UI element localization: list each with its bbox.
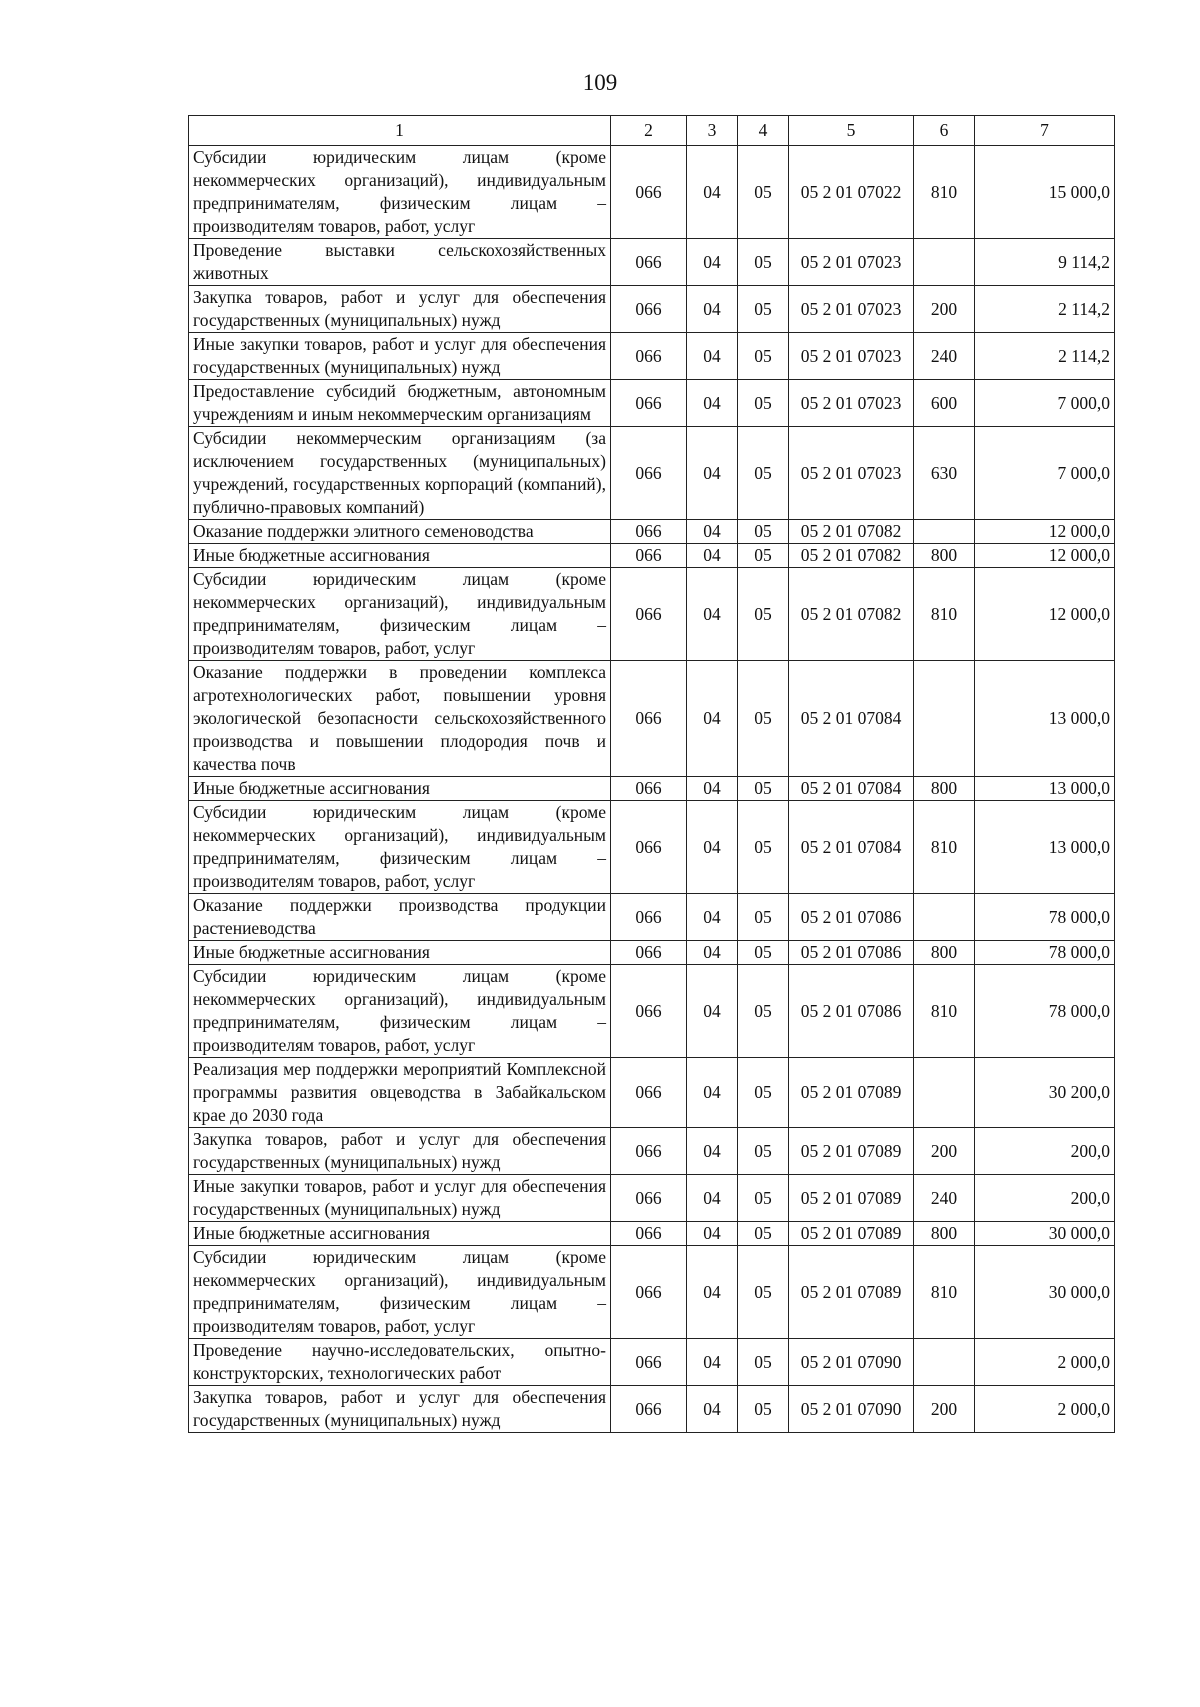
row-section-code: 04 [687, 661, 738, 777]
row-ministry-code: 066 [611, 801, 687, 894]
row-description: Реализация мер поддержки мероприятий Комплексной программы развития овцеводства в Забайкальском крае до 2030 года [189, 1058, 611, 1128]
row-subsection-code: 05 [738, 965, 789, 1058]
row-expense-type-code: 240 [914, 1175, 975, 1222]
row-amount: 200,0 [975, 1128, 1115, 1175]
table-header-row [189, 116, 1115, 146]
row-target-article-code: 05 2 01 07082 [789, 568, 914, 661]
row-subsection-code: 05 [738, 239, 789, 286]
row-expense-type-code: 240 [914, 333, 975, 380]
row-subsection-code: 05 [738, 380, 789, 427]
row-subsection-code: 05 [738, 777, 789, 801]
table-row [189, 286, 1115, 333]
row-expense-type-code: 810 [914, 568, 975, 661]
row-expense-type-code: 200 [914, 1128, 975, 1175]
row-target-article-code: 05 2 01 07084 [789, 801, 914, 894]
row-amount: 13 000,0 [975, 777, 1115, 801]
page-number: 109 [582, 70, 618, 95]
row-target-article-code: 05 2 01 07089 [789, 1128, 914, 1175]
row-section-code: 04 [687, 286, 738, 333]
row-expense-type-code: 800 [914, 544, 975, 568]
row-amount: 12 000,0 [975, 520, 1115, 544]
row-subsection-code: 05 [738, 1128, 789, 1175]
row-expense-type-code [914, 520, 975, 544]
row-section-code: 04 [687, 427, 738, 520]
row-description: Субсидии юридическим лицам (кроме некоммерческих организаций), индивидуальным предпринимателям, физическим лицам – производителям товаров, работ, услуг [189, 568, 611, 661]
row-description: Субсидии юридическим лицам (кроме некоммерческих организаций), индивидуальным предпринимателям, физическим лицам – производителям товаров, работ, услуг [189, 146, 611, 239]
row-section-code: 04 [687, 965, 738, 1058]
row-expense-type-code: 810 [914, 146, 975, 239]
row-ministry-code: 066 [611, 965, 687, 1058]
row-ministry-code: 066 [611, 661, 687, 777]
row-section-code: 04 [687, 941, 738, 965]
row-section-code: 04 [687, 1175, 738, 1222]
row-amount: 2 114,2 [975, 286, 1115, 333]
row-amount: 78 000,0 [975, 965, 1115, 1058]
row-target-article-code: 05 2 01 07023 [789, 427, 914, 520]
row-description: Иные бюджетные ассигнования [189, 941, 611, 965]
row-subsection-code: 05 [738, 941, 789, 965]
row-description: Оказание поддержки элитного семеноводства [189, 520, 611, 544]
row-subsection-code: 05 [738, 1222, 789, 1246]
row-amount: 2 000,0 [975, 1339, 1115, 1386]
row-section-code: 04 [687, 146, 738, 239]
row-description: Проведение выставки сельскохозяйственных животных [189, 239, 611, 286]
row-ministry-code: 066 [611, 239, 687, 286]
row-section-code: 04 [687, 1386, 738, 1433]
table-row [189, 1386, 1115, 1433]
row-ministry-code: 066 [611, 1222, 687, 1246]
row-amount: 13 000,0 [975, 661, 1115, 777]
table-row [189, 1128, 1115, 1175]
row-amount: 30 200,0 [975, 1058, 1115, 1128]
row-subsection-code: 05 [738, 894, 789, 941]
row-description: Иные бюджетные ассигнования [189, 1222, 611, 1246]
row-ministry-code: 066 [611, 1246, 687, 1339]
table-row [189, 801, 1115, 894]
column-header-2: 2 [611, 116, 687, 146]
table-row [189, 777, 1115, 801]
row-amount: 2 114,2 [975, 333, 1115, 380]
row-section-code: 04 [687, 520, 738, 544]
table-row [189, 520, 1115, 544]
row-target-article-code: 05 2 01 07086 [789, 965, 914, 1058]
row-ministry-code: 066 [611, 520, 687, 544]
row-expense-type-code: 810 [914, 1246, 975, 1339]
row-section-code: 04 [687, 777, 738, 801]
row-subsection-code: 05 [738, 568, 789, 661]
row-ministry-code: 066 [611, 380, 687, 427]
table-row [189, 965, 1115, 1058]
row-target-article-code: 05 2 01 07089 [789, 1058, 914, 1128]
row-amount: 30 000,0 [975, 1246, 1115, 1339]
row-amount: 78 000,0 [975, 941, 1115, 965]
table-row [189, 1246, 1115, 1339]
row-description: Субсидии некоммерческим организациям (за исключением государственных (муниципальных) учреждений, государственных корпораций (компаний), публично-правовых компаний) [189, 427, 611, 520]
row-amount: 13 000,0 [975, 801, 1115, 894]
row-target-article-code: 05 2 01 07086 [789, 894, 914, 941]
row-ministry-code: 066 [611, 333, 687, 380]
row-ministry-code: 066 [611, 1339, 687, 1386]
row-description: Субсидии юридическим лицам (кроме некоммерческих организаций), индивидуальным предпринимателям, физическим лицам – производителям товаров, работ, услуг [189, 1246, 611, 1339]
row-expense-type-code [914, 1339, 975, 1386]
row-target-article-code: 05 2 01 07022 [789, 146, 914, 239]
row-expense-type-code: 630 [914, 427, 975, 520]
column-header-7: 7 [975, 116, 1115, 146]
table-row [189, 146, 1115, 239]
row-target-article-code: 05 2 01 07090 [789, 1386, 914, 1433]
row-description: Иные бюджетные ассигнования [189, 544, 611, 568]
row-target-article-code: 05 2 01 07082 [789, 520, 914, 544]
row-subsection-code: 05 [738, 801, 789, 894]
row-section-code: 04 [687, 333, 738, 380]
row-expense-type-code [914, 894, 975, 941]
row-description: Проведение научно-исследовательских, опытно-конструкторских, технологических работ [189, 1339, 611, 1386]
row-expense-type-code: 800 [914, 1222, 975, 1246]
row-amount: 7 000,0 [975, 427, 1115, 520]
table-row [189, 239, 1115, 286]
row-subsection-code: 05 [738, 427, 789, 520]
column-header-3: 3 [687, 116, 738, 146]
table-row [189, 1058, 1115, 1128]
row-subsection-code: 05 [738, 1175, 789, 1222]
row-subsection-code: 05 [738, 1246, 789, 1339]
table-row [189, 544, 1115, 568]
column-header-5: 5 [789, 116, 914, 146]
row-expense-type-code: 800 [914, 777, 975, 801]
row-ministry-code: 066 [611, 894, 687, 941]
row-ministry-code: 066 [611, 1175, 687, 1222]
column-header-4: 4 [738, 116, 789, 146]
row-description: Закупка товаров, работ и услуг для обеспечения государственных (муниципальных) нужд [189, 1386, 611, 1433]
row-target-article-code: 05 2 01 07089 [789, 1222, 914, 1246]
table-row [189, 568, 1115, 661]
row-target-article-code: 05 2 01 07089 [789, 1246, 914, 1339]
row-expense-type-code: 810 [914, 965, 975, 1058]
row-ministry-code: 066 [611, 146, 687, 239]
row-section-code: 04 [687, 568, 738, 661]
row-subsection-code: 05 [738, 1339, 789, 1386]
row-expense-type-code: 810 [914, 801, 975, 894]
row-ministry-code: 066 [611, 1128, 687, 1175]
row-expense-type-code: 200 [914, 286, 975, 333]
row-subsection-code: 05 [738, 520, 789, 544]
row-subsection-code: 05 [738, 1058, 789, 1128]
table-row [189, 661, 1115, 777]
row-section-code: 04 [687, 801, 738, 894]
row-description: Предоставление субсидий бюджетным, автономным учреждениям и иным некоммерческим организациям [189, 380, 611, 427]
row-section-code: 04 [687, 1058, 738, 1128]
row-ministry-code: 066 [611, 544, 687, 568]
table-row [189, 941, 1115, 965]
row-expense-type-code [914, 239, 975, 286]
table-row [189, 427, 1115, 520]
table-row [189, 333, 1115, 380]
row-target-article-code: 05 2 01 07084 [789, 661, 914, 777]
row-ministry-code: 066 [611, 941, 687, 965]
row-description: Иные закупки товаров, работ и услуг для обеспечения государственных (муниципальных) нужд [189, 1175, 611, 1222]
row-subsection-code: 05 [738, 333, 789, 380]
row-description: Субсидии юридическим лицам (кроме некоммерческих организаций), индивидуальным предпринимателям, физическим лицам – производителям товаров, работ, услуг [189, 801, 611, 894]
row-section-code: 04 [687, 544, 738, 568]
row-ministry-code: 066 [611, 1058, 687, 1128]
row-target-article-code: 05 2 01 07090 [789, 1339, 914, 1386]
row-amount: 30 000,0 [975, 1222, 1115, 1246]
row-expense-type-code: 600 [914, 380, 975, 427]
row-target-article-code: 05 2 01 07023 [789, 380, 914, 427]
row-description: Закупка товаров, работ и услуг для обеспечения государственных (муниципальных) нужд [189, 1128, 611, 1175]
row-subsection-code: 05 [738, 286, 789, 333]
row-description: Иные закупки товаров, работ и услуг для обеспечения государственных (муниципальных) нужд [189, 333, 611, 380]
budget-table [188, 115, 1115, 1433]
row-section-code: 04 [687, 380, 738, 427]
row-description: Оказание поддержки в проведении комплекса агротехнологических работ, повышении уровня экологической безопасности сельскохозяйственного производства и повышении плодородия почв и качества почв [189, 661, 611, 777]
row-amount: 12 000,0 [975, 544, 1115, 568]
row-section-code: 04 [687, 1222, 738, 1246]
row-subsection-code: 05 [738, 146, 789, 239]
row-description: Оказание поддержки производства продукции растениеводства [189, 894, 611, 941]
row-section-code: 04 [687, 1128, 738, 1175]
row-target-article-code: 05 2 01 07086 [789, 941, 914, 965]
row-subsection-code: 05 [738, 1386, 789, 1433]
row-amount: 9 114,2 [975, 239, 1115, 286]
row-amount: 7 000,0 [975, 380, 1115, 427]
row-target-article-code: 05 2 01 07084 [789, 777, 914, 801]
row-amount: 2 000,0 [975, 1386, 1115, 1433]
row-description: Иные бюджетные ассигнования [189, 777, 611, 801]
row-subsection-code: 05 [738, 661, 789, 777]
row-description: Субсидии юридическим лицам (кроме некоммерческих организаций), индивидуальным предпринимателям, физическим лицам – производителям товаров, работ, услуг [189, 965, 611, 1058]
row-expense-type-code [914, 661, 975, 777]
table-row [189, 894, 1115, 941]
column-header-6: 6 [914, 116, 975, 146]
table-row [189, 1222, 1115, 1246]
row-target-article-code: 05 2 01 07023 [789, 239, 914, 286]
row-ministry-code: 066 [611, 568, 687, 661]
table-row [189, 1339, 1115, 1386]
row-section-code: 04 [687, 1246, 738, 1339]
row-target-article-code: 05 2 01 07023 [789, 286, 914, 333]
row-expense-type-code: 200 [914, 1386, 975, 1433]
row-subsection-code: 05 [738, 544, 789, 568]
column-header-1: 1 [189, 116, 611, 146]
row-amount: 15 000,0 [975, 146, 1115, 239]
table-row [189, 380, 1115, 427]
row-section-code: 04 [687, 894, 738, 941]
row-expense-type-code: 800 [914, 941, 975, 965]
row-target-article-code: 05 2 01 07082 [789, 544, 914, 568]
row-expense-type-code [914, 1058, 975, 1128]
row-ministry-code: 066 [611, 427, 687, 520]
table-body [189, 146, 1115, 1433]
row-section-code: 04 [687, 239, 738, 286]
row-amount: 78 000,0 [975, 894, 1115, 941]
table-row [189, 1175, 1115, 1222]
row-section-code: 04 [687, 1339, 738, 1386]
row-description: Закупка товаров, работ и услуг для обеспечения государственных (муниципальных) нужд [189, 286, 611, 333]
row-target-article-code: 05 2 01 07023 [789, 333, 914, 380]
row-amount: 12 000,0 [975, 568, 1115, 661]
row-ministry-code: 066 [611, 286, 687, 333]
row-ministry-code: 066 [611, 1386, 687, 1433]
row-target-article-code: 05 2 01 07089 [789, 1175, 914, 1222]
row-amount: 200,0 [975, 1175, 1115, 1222]
row-ministry-code: 066 [611, 777, 687, 801]
